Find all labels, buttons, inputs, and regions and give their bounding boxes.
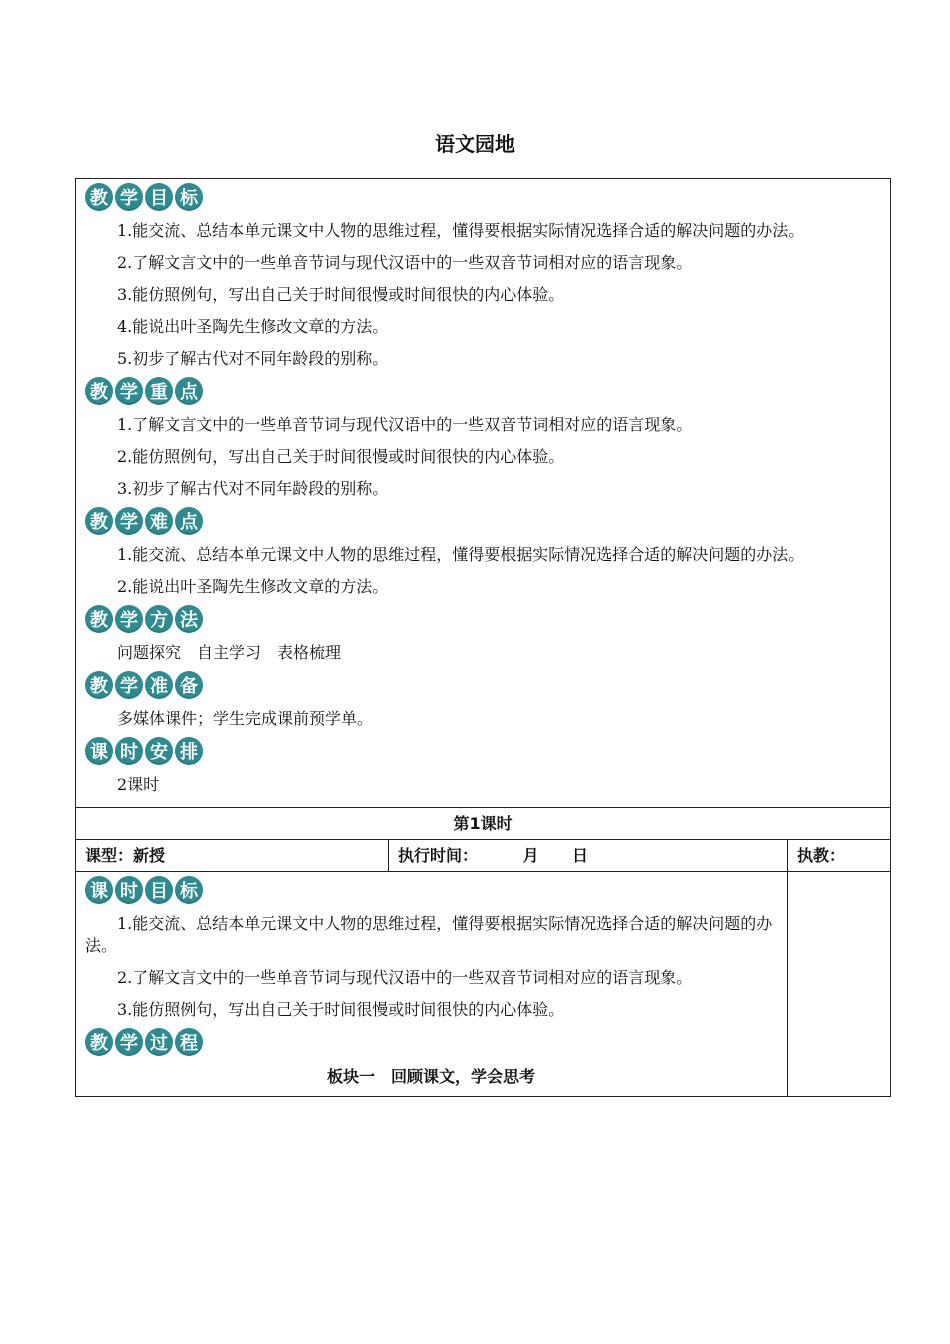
goal-item: 4.能说出叶圣陶先生修改文章的方法。 [117,317,389,336]
page-title: 语文园地 [435,132,515,156]
badge-char: 点 [175,377,203,405]
teaching-goals-badge [85,181,880,213]
goal-item: 2.了解文言文中的一些单音节词与现代汉语中的一些双音节词相对应的语言现象。 [117,253,693,272]
goal-item: 3.能仿照例句，写出自己关于时间很慢或时间很快的内心体验。 [117,285,565,304]
badge-char: 目 [145,876,173,904]
lesson-objective-item: 2.了解文言文中的一些单音节词与现代汉语中的一些双音节词相对应的语言现象。 [117,968,693,987]
badge-char: 学 [115,1028,143,1056]
badge-char: 教 [85,377,113,405]
schedule-badge [85,735,880,767]
badge-char: 排 [175,737,203,765]
lesson-teacher-cell [788,840,891,872]
goal-item: 1.能交流、总结本单元课文中人物的思维过程，懂得要根据实际情况选择合适的解决问题的办法。 [117,221,805,240]
difficulty-item: 1.能交流、总结本单元课文中人物的思维过程，懂得要根据实际情况选择合适的解决问题的办法。 [117,545,805,564]
badge-char: 准 [145,671,173,699]
lesson-plan-table [75,178,891,1097]
schedule-text: 2课时 [117,775,160,794]
key-point-item: 3.初步了解古代对不同年龄段的别称。 [117,479,389,498]
difficulty-item: 2.能说出叶圣陶先生修改文章的方法。 [117,577,389,596]
badge-char: 课 [85,876,113,904]
badge-char: 法 [175,605,203,633]
lesson-title: 第1课时 [453,814,513,833]
lesson-title-cell [76,808,891,840]
lesson-type-cell [76,840,389,872]
badge-char: 程 [175,1028,203,1056]
preparation-badge [85,669,880,701]
lesson-objective-item: 1.能交流、总结本单元课文中人物的思维过程，懂得要根据实际情况选择合适的解决问题的办法。 [85,914,773,955]
lesson-type: 课型：新授 [85,846,166,865]
goal-item: 5.初步了解古代对不同年龄段的别称。 [117,349,389,368]
badge-char: 学 [115,507,143,535]
block-title: 板块一 回顾课文，学会思考 [326,1067,535,1086]
lesson-content-cell [76,872,788,1097]
key-point-item: 1.了解文言文中的一些单音节词与现代汉语中的一些双音节词相对应的语言现象。 [117,415,693,434]
key-points-badge [85,375,880,407]
lesson-teacher: 执教： [797,846,846,865]
badge-char: 时 [115,876,143,904]
lesson-time-cell [389,840,788,872]
badge-char: 教 [85,605,113,633]
preparation-text: 多媒体课件；学生完成课前预学单。 [117,709,374,728]
difficulties-badge [85,505,880,537]
badge-char: 目 [145,183,173,211]
badge-char: 学 [115,671,143,699]
badge-char: 时 [115,737,143,765]
badge-char: 教 [85,183,113,211]
methods-badge [85,603,880,635]
key-point-item: 2.能仿照例句，写出自己关于时间很慢或时间很快的内心体验。 [117,447,565,466]
badge-char: 点 [175,507,203,535]
badge-char: 教 [85,1028,113,1056]
badge-char: 教 [85,671,113,699]
badge-char: 方 [145,605,173,633]
badge-char: 重 [145,377,173,405]
lesson-objectives-badge [85,874,777,906]
notes-cell [788,872,891,1097]
badge-char: 教 [85,507,113,535]
badge-char: 过 [145,1028,173,1056]
badge-char: 难 [145,507,173,535]
badge-char: 标 [175,876,203,904]
badge-char: 安 [145,737,173,765]
lesson-time: 执行时间： 月 日 [398,846,588,865]
badge-char: 课 [85,737,113,765]
badge-char: 备 [175,671,203,699]
methods-text: 问题探究 自主学习 表格梳理 [117,643,342,662]
overview-cell [76,179,891,808]
badge-char: 学 [115,605,143,633]
badge-char: 学 [115,377,143,405]
teaching-process-badge [85,1026,777,1058]
badge-char: 学 [115,183,143,211]
badge-char: 标 [175,183,203,211]
lesson-objective-item: 3.能仿照例句，写出自己关于时间很慢或时间很快的内心体验。 [117,1000,565,1019]
